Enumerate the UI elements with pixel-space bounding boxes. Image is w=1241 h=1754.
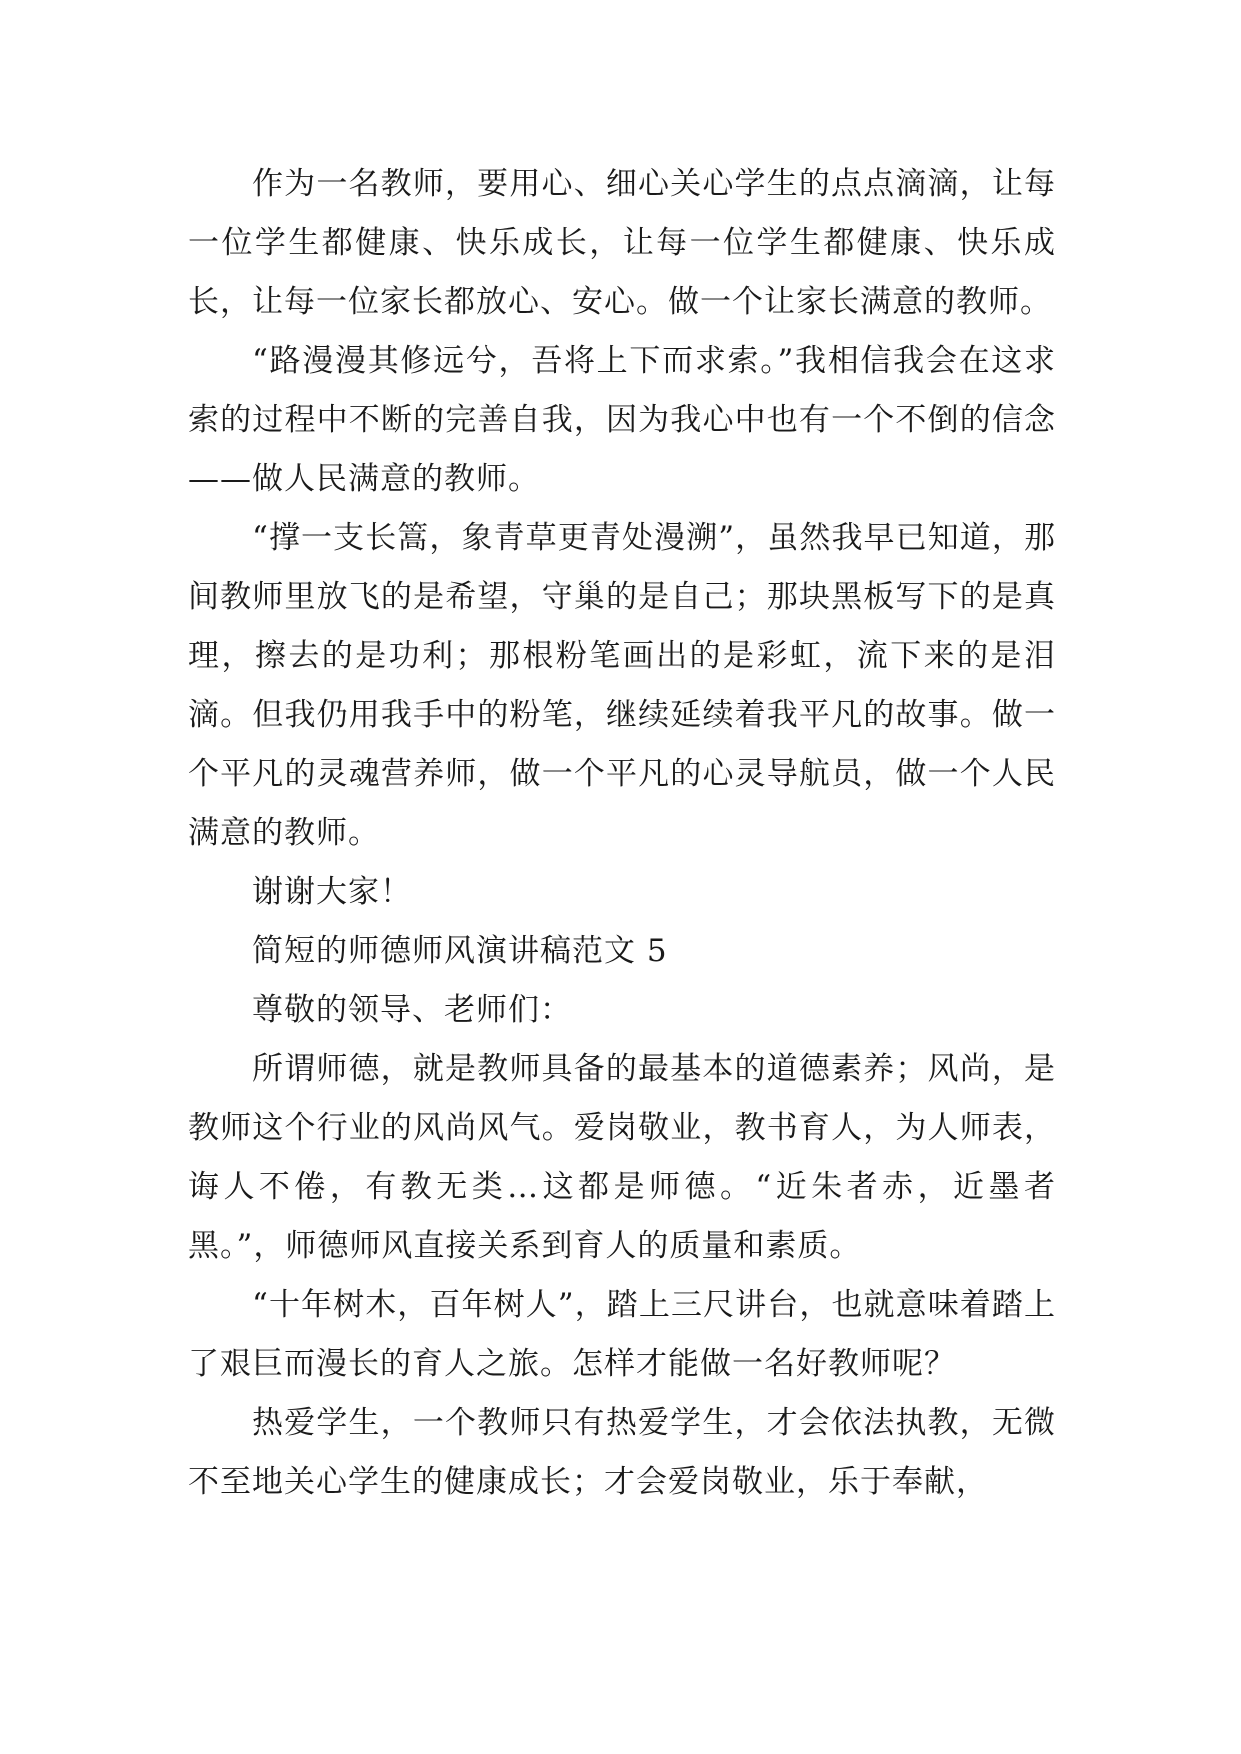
paragraph-teacher-ethics: 所谓师德，就是教师具备的最基本的道德素养；风尚，是教师这个行业的风尚风气。爱岗敬业，教书育人，为人师表，诲人不倦，有教无类…这都是师德。“近朱者赤，近墨者黑。”，师德师风直接关系到育人的质量和素质。 [188,1051,1056,1264]
paragraph-long-pole: “撑一支长篙，象青草更青处漫溯”，虽然我早已知道，那间教师里放飞的是希望，守巢的是自己；那块黑板写下的是真理，擦去的是功利；那根粉笔画出的是彩虹，流下来的是泪滴。但我仍用我手中的粉笔，继续延续着我平凡的故事。做一个平凡的灵魂营养师，做一个平凡的心灵导航员，做一个人民满意的教师。 [188,520,1056,851]
paragraph-quote-seeking: “路漫漫其修远兮，吾将上下而求索。”我相信我会在这求索的过程中不断的完善自我，因为我心中也有一个不倒的信念——做人民满意的教师。 [188,343,1056,497]
paragraph-love-students: 热爱学生，一个教师只有热爱学生，才会依法执教，无微不至地关心学生的健康成长；才会爱岗敬业，乐于奉献， [188,1405,1056,1500]
paragraph-thanks: 谢谢大家！ [252,874,412,910]
salutation: 尊敬的领导、老师们： [252,992,572,1028]
paragraph-teacher-care: 作为一名教师，要用心、细心关心学生的点点滴滴，让每一位学生都健康、快乐成长，让每一位学生都健康、快乐成长，让每一位家长都放心、安心。做一个让家长满意的教师。 [188,166,1056,320]
paragraph-ten-years: “十年树木，百年树人”，踏上三尺讲台，也就意味着踏上了艰巨而漫长的育人之旅。怎样才能做一名好教师呢？ [188,1287,1056,1382]
section-heading: 简短的师德师风演讲稿范文 5 [252,933,668,969]
document-body [188,155,1056,1512]
